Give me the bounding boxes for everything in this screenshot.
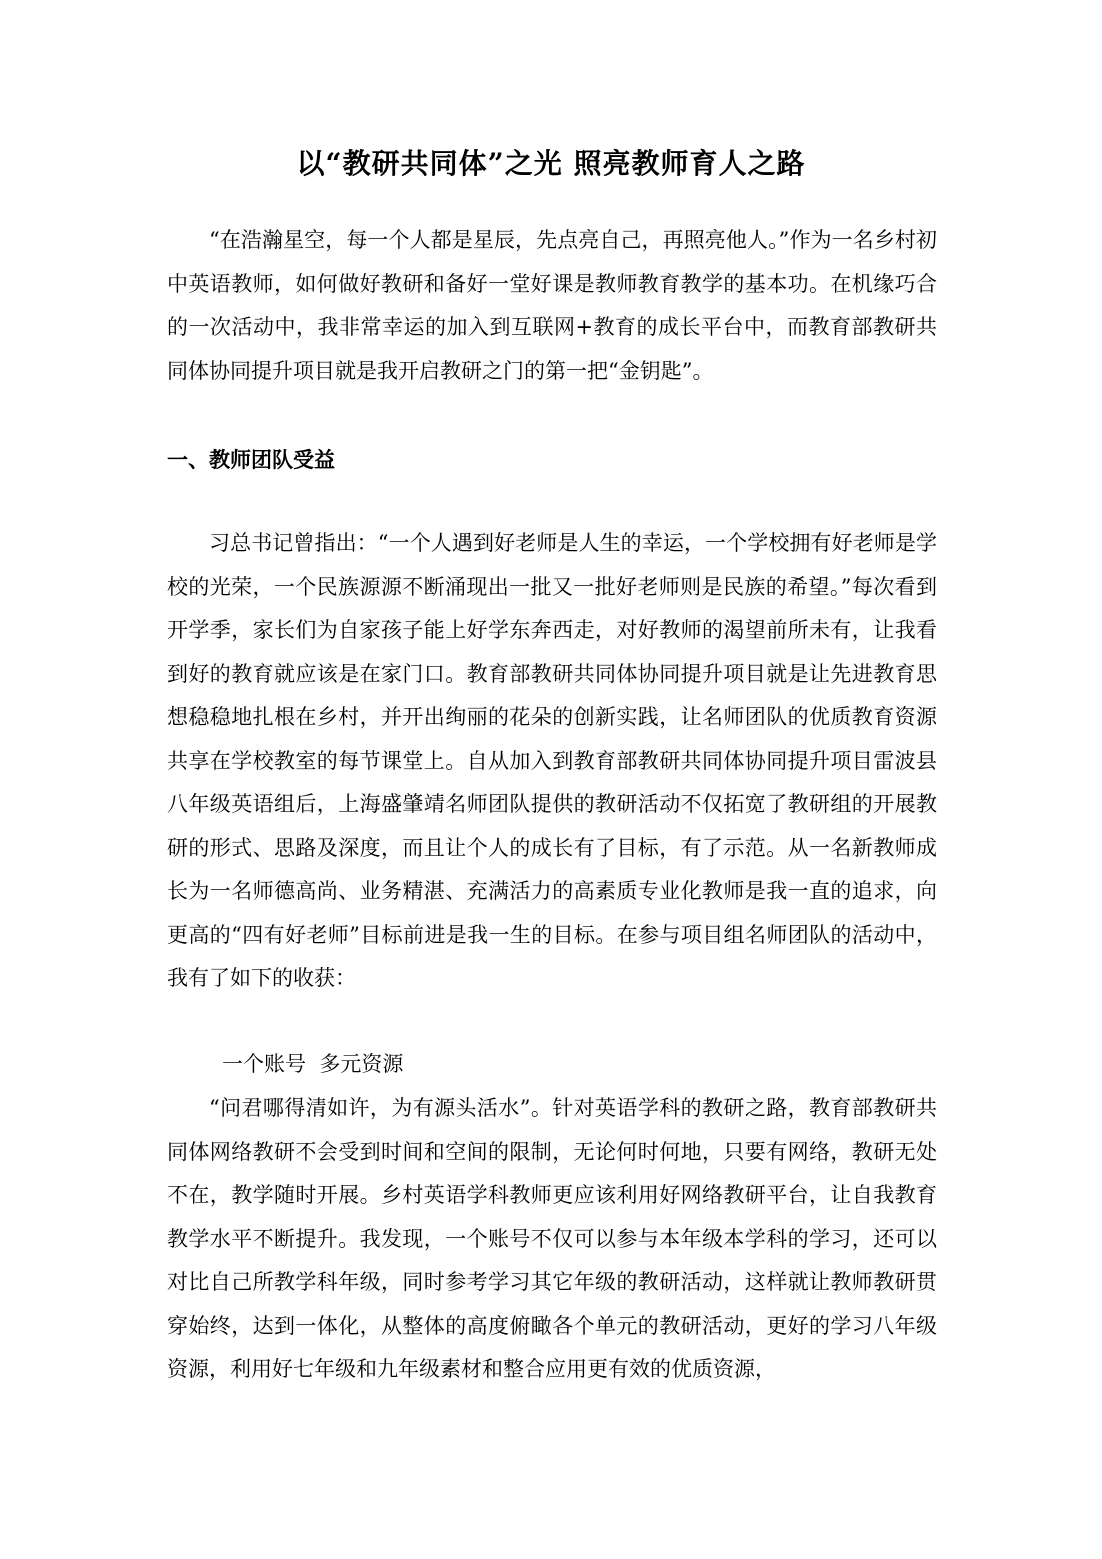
section-paragraph: 习总书记曾指出：“一个人遇到好老师是人生的幸运，一个学校拥有好老师是学校的光荣，一个民族源源不断涌现出一批又一批好老师则是民族的希望。”每次看到开学季，家长们为自家孩子能上好学东奔西走，对好教师的渴望前所未有，让我看到好的教育就应该是在家门口。教育部教研共同体协同提升项目就是让先进教育思想稳稳地扎根在乡村，并开出绚丽的花朵的创新实践，让名师团队的优质教育资源共享在学校教室的每节课堂上。自从加入到教育部教研共同体协同提升项目雷波县八年级英语组后，上海盛肇靖名师团队提供的教研活动不仅拓宽了教研组的开展教研的形式、思路及深度，而且让个人的成长有了目标，有了示范。从一名新教师成长为一名师德高尚、业务精湛、充满活力的高素质专业化教师是我一直的追求，向更高的“四有好老师”目标前进是我一生的目标。在参与项目组名师团队的活动中，我有了如下的收获： [167, 531, 937, 990]
section-heading: 一、教师团队受益 [167, 447, 335, 472]
subsection-paragraph: “问君哪得清如许，为有源头活水”。针对英语学科的教研之路，教育部教研共同体网络教研不会受到时间和空间的限制，无论何时何地，只要有网络，教研无处不在，教学随时开展。乡村英语学科教师更应该利用好网络教研平台，让自我教育教学水平不断提升。我发现，一个账号不仅可以参与本年级本学科的学习，还可以对比自己所教学科年级，同时参考学习其它年级的教研活动，这样就让教师教研贯穿始终，达到一体化，从整体的高度俯瞰各个单元的教研活动，更好的学习八年级资源，利用好七年级和九年级素材和整合应用更有效的优质资源， [167, 1096, 937, 1381]
subsection-heading: 一个账号 多元资源 [222, 1052, 404, 1076]
intro-paragraph: “在浩瀚星空，每一个人都是星辰，先点亮自己，再照亮他人。”作为一名乡村初中英语教师，如何做好教研和备好一堂好课是教师教育教学的基本功。在机缘巧合的一次活动中，我非常幸运的加入到互联网+教育的成长平台中，而教育部教研共同体协同提升项目就是我开启教研之门的第一把“金钥匙”。 [167, 228, 937, 383]
document-title: 以“教研共同体”之光 照亮教师育人之路 [296, 147, 806, 180]
